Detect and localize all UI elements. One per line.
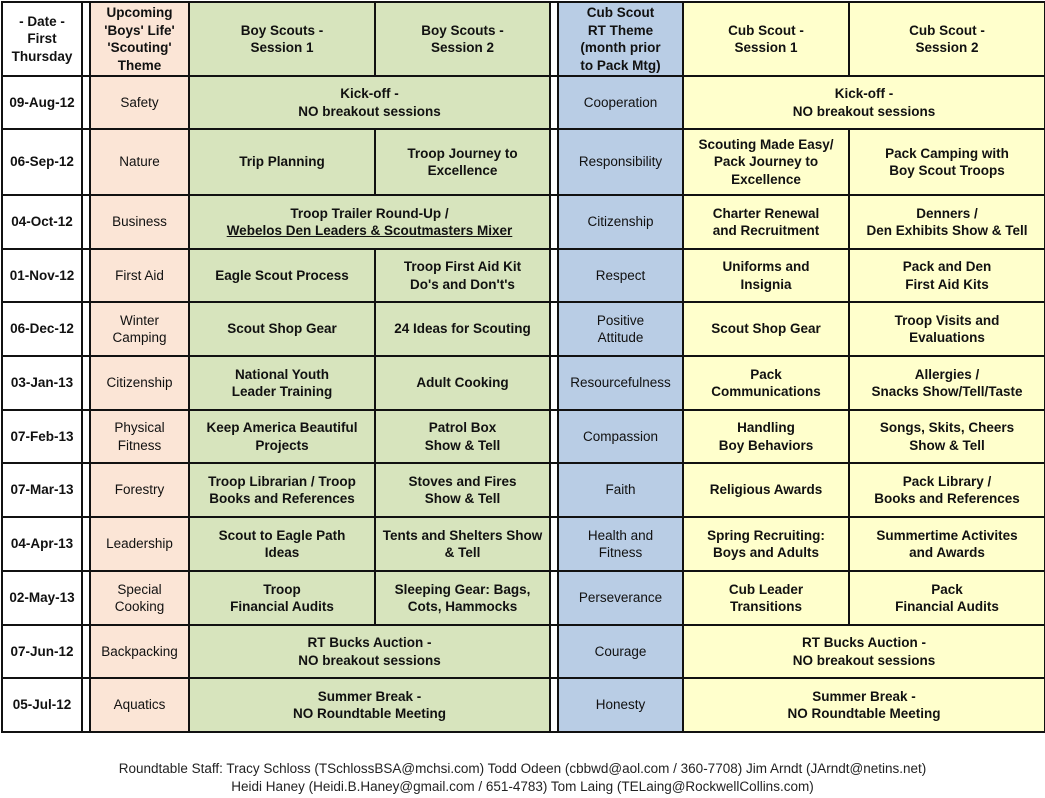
cell-line: Safety: [120, 94, 159, 110]
cub-scout-rt-theme: [558, 410, 683, 463]
cell-line: Spring Recruiting:: [707, 527, 825, 543]
cell-line: Citizenship: [587, 214, 654, 230]
cell-line: Adult Cooking: [416, 375, 509, 391]
cell-line: NO breakout sessions: [792, 103, 936, 119]
cell-line: Trip Planning: [239, 154, 325, 170]
boy-scouts-session-2: [375, 410, 550, 463]
column-separator: [550, 129, 558, 195]
cub-scout-session-1: [683, 571, 849, 625]
cub-scout-rt-theme: [558, 76, 683, 129]
column-separator: [550, 625, 558, 678]
cell-line: Compassion: [582, 428, 659, 444]
schedule-row: [2, 195, 1045, 249]
cell-line: Eagle Scout Process: [215, 267, 349, 283]
cell-line: RT Bucks Auction -: [307, 635, 432, 650]
cell-line: 24 Ideas for Scouting: [394, 321, 531, 337]
header-date: [2, 2, 82, 76]
cell-line: Excellence: [427, 163, 498, 178]
cell-line: First Aid Kits: [905, 276, 989, 292]
cell-line: Religious Awards: [709, 482, 823, 498]
column-separator: [82, 129, 90, 195]
cell-line: Summer Break -: [812, 688, 916, 704]
column-separator: [82, 195, 90, 249]
cub-scout-session-2: [849, 517, 1045, 571]
cell-line: Cooperation: [583, 94, 658, 110]
schedule-row: [2, 625, 1045, 678]
cell-line: Session 2: [430, 40, 495, 55]
cub-scout-session-1: [683, 410, 849, 463]
cell-line: Scout to Eagle Path: [218, 527, 346, 543]
cell-line: Special: [117, 581, 162, 597]
header-boys-life-theme: [90, 2, 189, 76]
cell-line: Cub Scout: [586, 5, 655, 20]
cell-line: Financial Audits: [895, 599, 999, 614]
cell-line: Summertime Activites: [876, 527, 1018, 543]
cell-line: Troop First Aid Kit: [403, 259, 522, 274]
cell-line: Theme: [117, 57, 162, 73]
schedule-row: [2, 356, 1045, 410]
boy-scouts-session-1: [189, 249, 375, 302]
boys-life-theme: [90, 129, 189, 195]
cell-line: Positive: [596, 312, 645, 328]
cell-line: Kick-off -: [340, 86, 399, 101]
cub-scout-session-2: [849, 356, 1045, 410]
meeting-date: 04-Oct-12: [2, 195, 82, 249]
boy-scouts-session-2: [375, 571, 550, 625]
cell-line: Leader Training: [231, 384, 333, 399]
cub-scout-rt-theme: [558, 517, 683, 571]
cell-line: RT Theme: [587, 22, 654, 38]
cell-line: Session 1: [734, 40, 798, 55]
cell-line: Summer Break -: [317, 688, 422, 704]
cell-line: NO breakout sessions: [298, 103, 441, 119]
boys-life-theme: [90, 625, 189, 678]
header-row: [2, 2, 1045, 76]
cub-scout-session-1: [683, 302, 849, 356]
staff-line-2: Heidi Haney (Heidi.B.Haney@gmail.com / 651-4783) Tom Laing (TELaing@RockwellCollins.com): [231, 779, 814, 794]
boy-scouts-session-2: [375, 356, 550, 410]
header-boy-scouts-session-2: [375, 2, 550, 76]
cub-scout-merged-session: [683, 76, 1045, 129]
cell-line: Cooking: [114, 599, 165, 614]
cell-line: Boys and Adults: [712, 545, 819, 560]
cell-line: Do's and Don't's: [410, 276, 515, 292]
meeting-date: 06-Sep-12: [2, 129, 82, 195]
column-separator: [550, 463, 558, 517]
column-separator: [82, 571, 90, 625]
cell-line: Pack Journey to: [713, 154, 819, 170]
boy-scouts-session-2: [375, 302, 550, 356]
cell-line: Kick-off -: [834, 86, 894, 101]
cell-line: and Recruitment: [712, 223, 820, 238]
schedule-row: [2, 678, 1045, 732]
column-separator: [550, 678, 558, 732]
column-separator: [82, 76, 90, 129]
cub-scout-rt-theme: [558, 571, 683, 625]
cell-line: Session 2: [915, 40, 979, 55]
cell-line: RT Bucks Auction -: [801, 635, 926, 650]
cell-line: First Aid: [115, 267, 164, 283]
schedule-row: [2, 463, 1045, 517]
cell-line: Cub Scout -: [728, 22, 804, 38]
cell-line: National Youth: [235, 366, 329, 382]
cell-line: Honesty: [595, 697, 646, 713]
cell-line: Cots, Hammocks: [407, 599, 518, 614]
boys-life-theme: [90, 195, 189, 249]
cell-line: Ideas: [264, 545, 300, 560]
cell-line: Show & Tell: [424, 491, 501, 506]
cub-scout-rt-theme: [558, 625, 683, 678]
boy-scouts-session-1: [189, 129, 375, 195]
schedule-row: [2, 76, 1045, 129]
column-separator: [550, 249, 558, 302]
column-separator: [550, 195, 558, 249]
cell-line: Physical: [114, 420, 165, 435]
cell-line: Respect: [595, 267, 646, 283]
cell-line: Upcoming: [106, 5, 173, 20]
cell-line: Business: [112, 214, 167, 230]
meeting-date: 01-Nov-12: [2, 249, 82, 302]
column-separator: [82, 678, 90, 732]
cub-scout-rt-theme: [558, 463, 683, 517]
cell-line: Pack: [931, 581, 963, 597]
cell-line: Projects: [255, 437, 309, 453]
cell-line: and Awards: [909, 545, 985, 560]
cub-scout-rt-theme: [558, 678, 683, 732]
meeting-date: 07-Jun-12: [2, 625, 82, 678]
cell-line: Responsibility: [578, 154, 663, 170]
cub-scout-rt-theme: [558, 249, 683, 302]
boys-life-theme: [90, 302, 189, 356]
cell-line: Patrol Box: [428, 420, 497, 435]
meeting-date: 03-Jan-13: [2, 356, 82, 410]
cub-scout-session-1: [683, 463, 849, 517]
cub-scout-session-1: [683, 195, 849, 249]
cell-line: Nature: [119, 154, 160, 170]
cell-line: Faith: [605, 482, 636, 498]
column-separator: [550, 76, 558, 129]
cell-line: Troop: [263, 581, 301, 597]
cell-line: to Pack Mtg): [580, 57, 661, 73]
cell-line: Boy Scouts -: [240, 22, 324, 38]
header-cub-scout-session-2: [849, 2, 1045, 76]
cell-line: Troop Journey to: [407, 145, 518, 161]
cell-line: Troop Librarian / Troop: [208, 473, 356, 489]
cell-line: Denners /: [916, 205, 978, 221]
cell-line: NO breakout sessions: [298, 652, 441, 668]
cell-line: Camping: [112, 330, 167, 345]
header-cub-scout-session-1: [683, 2, 849, 76]
schedule-row: [2, 129, 1045, 195]
cell-line: Troop Visits and: [894, 312, 1000, 328]
schedule-row: [2, 571, 1045, 625]
cub-scout-session-1: [683, 517, 849, 571]
cell-line: Scout Shop Gear: [227, 321, 337, 337]
cell-line: Evaluations: [909, 330, 985, 345]
cell-line: Leadership: [106, 536, 173, 552]
boy-scouts-session-1: [189, 517, 375, 571]
cell-line: Uniforms and: [722, 259, 810, 274]
meeting-date: 02-May-13: [2, 571, 82, 625]
cub-scout-rt-theme: [558, 302, 683, 356]
boys-life-theme: [90, 517, 189, 571]
boys-life-theme: [90, 678, 189, 732]
roundtable-staff-footer: [0, 760, 1045, 796]
meeting-date: 05-Jul-12: [2, 678, 82, 732]
cub-scout-rt-theme: [558, 356, 683, 410]
cub-scout-session-1: [683, 249, 849, 302]
boy-scouts-session-1: [189, 571, 375, 625]
column-separator: [82, 2, 90, 76]
header-boy-scouts-session-1: [189, 2, 375, 76]
boy-scouts-session-1: [189, 463, 375, 517]
cell-line: Citizenship: [106, 375, 173, 391]
cell-line: Fitness: [117, 437, 162, 453]
boy-scouts-merged-session: [189, 195, 550, 249]
cell-line: Snacks Show/Tell/Taste: [871, 384, 1023, 399]
cell-line: Keep America Beautiful: [206, 420, 358, 435]
cell-line: 'Boys' Life': [104, 22, 175, 38]
cub-scout-rt-theme: [558, 195, 683, 249]
cell-line: Charter Renewal: [712, 205, 820, 221]
cell-line: Books and References: [209, 491, 355, 506]
column-separator: [82, 410, 90, 463]
cub-scout-session-1: [683, 356, 849, 410]
cell-line: First: [27, 31, 57, 47]
cell-line: Health and: [587, 527, 654, 543]
cell-line: Resourcefulness: [570, 375, 671, 391]
cell-line: NO breakout sessions: [792, 652, 936, 668]
cub-scout-rt-theme: [558, 129, 683, 195]
column-separator: [550, 302, 558, 356]
cub-scout-session-2: [849, 571, 1045, 625]
cell-line: Thursday: [11, 48, 73, 64]
cub-scout-session-2: [849, 249, 1045, 302]
cell-line: Fitness: [598, 545, 643, 560]
cell-line: (month prior: [580, 40, 661, 55]
boy-scouts-session-1: [189, 302, 375, 356]
cell-line: Forestry: [114, 482, 165, 498]
cell-line: Pack Library /: [902, 473, 992, 489]
cell-line: Boy Scouts -: [421, 22, 504, 38]
cell-line: Boy Scout Troops: [889, 163, 1005, 178]
cell-line: Courage: [594, 643, 647, 659]
cell-line: - Date -: [19, 13, 65, 29]
cell-line: NO Roundtable Meeting: [293, 706, 446, 721]
cell-line: Pack: [750, 366, 782, 382]
meeting-date: 09-Aug-12: [2, 76, 82, 129]
cell-line: Attitude: [597, 330, 644, 345]
cell-line: Tents and Shelters Show: [382, 527, 543, 543]
cell-line: Webelos Den Leaders & Scoutmasters Mixer: [226, 223, 513, 238]
column-separator: [550, 410, 558, 463]
schedule-row: [2, 302, 1045, 356]
cell-line: Handling: [737, 420, 795, 435]
meeting-date: 07-Feb-13: [2, 410, 82, 463]
cell-line: Show & Tell: [909, 437, 985, 453]
boy-scouts-session-1: [189, 356, 375, 410]
cell-line: Stoves and Fires: [408, 473, 517, 489]
cell-line: Scout Shop Gear: [711, 321, 821, 337]
cell-line: Transitions: [729, 599, 802, 614]
boys-life-theme: [90, 410, 189, 463]
cell-line: Session 1: [250, 40, 314, 55]
boys-life-theme: [90, 249, 189, 302]
column-separator: [82, 356, 90, 410]
boy-scouts-session-2: [375, 249, 550, 302]
cell-line: Financial Audits: [230, 599, 334, 614]
column-separator: [550, 517, 558, 571]
column-separator: [82, 463, 90, 517]
cell-line: Sleeping Gear: Bags,: [394, 581, 531, 597]
cell-line: Boy Behaviors: [718, 437, 814, 453]
cell-line: & Tell: [444, 545, 481, 560]
boys-life-theme: [90, 356, 189, 410]
cell-line: Show & Tell: [424, 437, 501, 453]
cub-scout-session-2: [849, 302, 1045, 356]
roundtable-schedule-table: [1, 1, 1045, 733]
boy-scouts-merged-session: [189, 76, 550, 129]
cell-line: Cub Leader: [728, 581, 804, 597]
column-separator: [82, 249, 90, 302]
schedule-row: [2, 410, 1045, 463]
boy-scouts-session-2: [375, 129, 550, 195]
cub-scout-session-2: [849, 410, 1045, 463]
cell-line: Pack Camping with: [885, 145, 1009, 161]
cub-scout-session-2: [849, 195, 1045, 249]
cell-line: Aquatics: [113, 697, 166, 713]
column-separator: [550, 571, 558, 625]
boy-scouts-session-1: [189, 410, 375, 463]
boy-scouts-merged-session: [189, 678, 550, 732]
schedule-row: [2, 517, 1045, 571]
cell-line: NO Roundtable Meeting: [787, 706, 941, 721]
cell-line: Excellence: [731, 171, 801, 187]
cub-scout-session-1: [683, 129, 849, 195]
boy-scouts-merged-session: [189, 625, 550, 678]
cell-line: Den Exhibits Show & Tell: [866, 223, 1028, 238]
cell-line: Communications: [711, 384, 821, 399]
column-separator: [82, 302, 90, 356]
column-separator: [82, 517, 90, 571]
boys-life-theme: [90, 463, 189, 517]
boy-scouts-session-2: [375, 517, 550, 571]
column-separator: [82, 625, 90, 678]
cub-scout-merged-session: [683, 625, 1045, 678]
meeting-date: 06-Dec-12: [2, 302, 82, 356]
schedule-body: [2, 76, 1045, 732]
cell-line: Troop Trailer Round-Up /: [290, 205, 449, 221]
cub-scout-merged-session: [683, 678, 1045, 732]
cell-line: Allergies /: [914, 366, 980, 382]
column-separator: [550, 356, 558, 410]
cell-line: Winter: [119, 312, 159, 328]
cell-line: Pack and Den: [902, 259, 992, 274]
cell-line: Insignia: [740, 276, 792, 292]
cub-scout-session-2: [849, 129, 1045, 195]
cell-line: 'Scouting': [107, 40, 172, 55]
cell-line: Books and References: [874, 491, 1020, 506]
staff-line-1: Roundtable Staff: Tracy Schloss (TSchlossBSA@mchsi.com) Todd Odeen (cbbwd@aol.com / 360-7708) Jim Arndt (JArndt@netins.net): [118, 761, 927, 776]
cub-scout-session-2: [849, 463, 1045, 517]
cell-line: Songs, Skits, Cheers: [879, 420, 1015, 435]
column-separator: [550, 2, 558, 76]
cell-line: Cub Scout -: [909, 22, 985, 38]
schedule-row: [2, 249, 1045, 302]
meeting-date: 04-Apr-13: [2, 517, 82, 571]
cell-line: Backpacking: [101, 643, 178, 659]
boys-life-theme: [90, 76, 189, 129]
boy-scouts-session-2: [375, 463, 550, 517]
boys-life-theme: [90, 571, 189, 625]
cell-line: Perseverance: [578, 590, 663, 606]
cell-line: Scouting Made Easy/: [698, 136, 834, 152]
meeting-date: 07-Mar-13: [2, 463, 82, 517]
header-cub-scout-rt-theme: [558, 2, 683, 76]
